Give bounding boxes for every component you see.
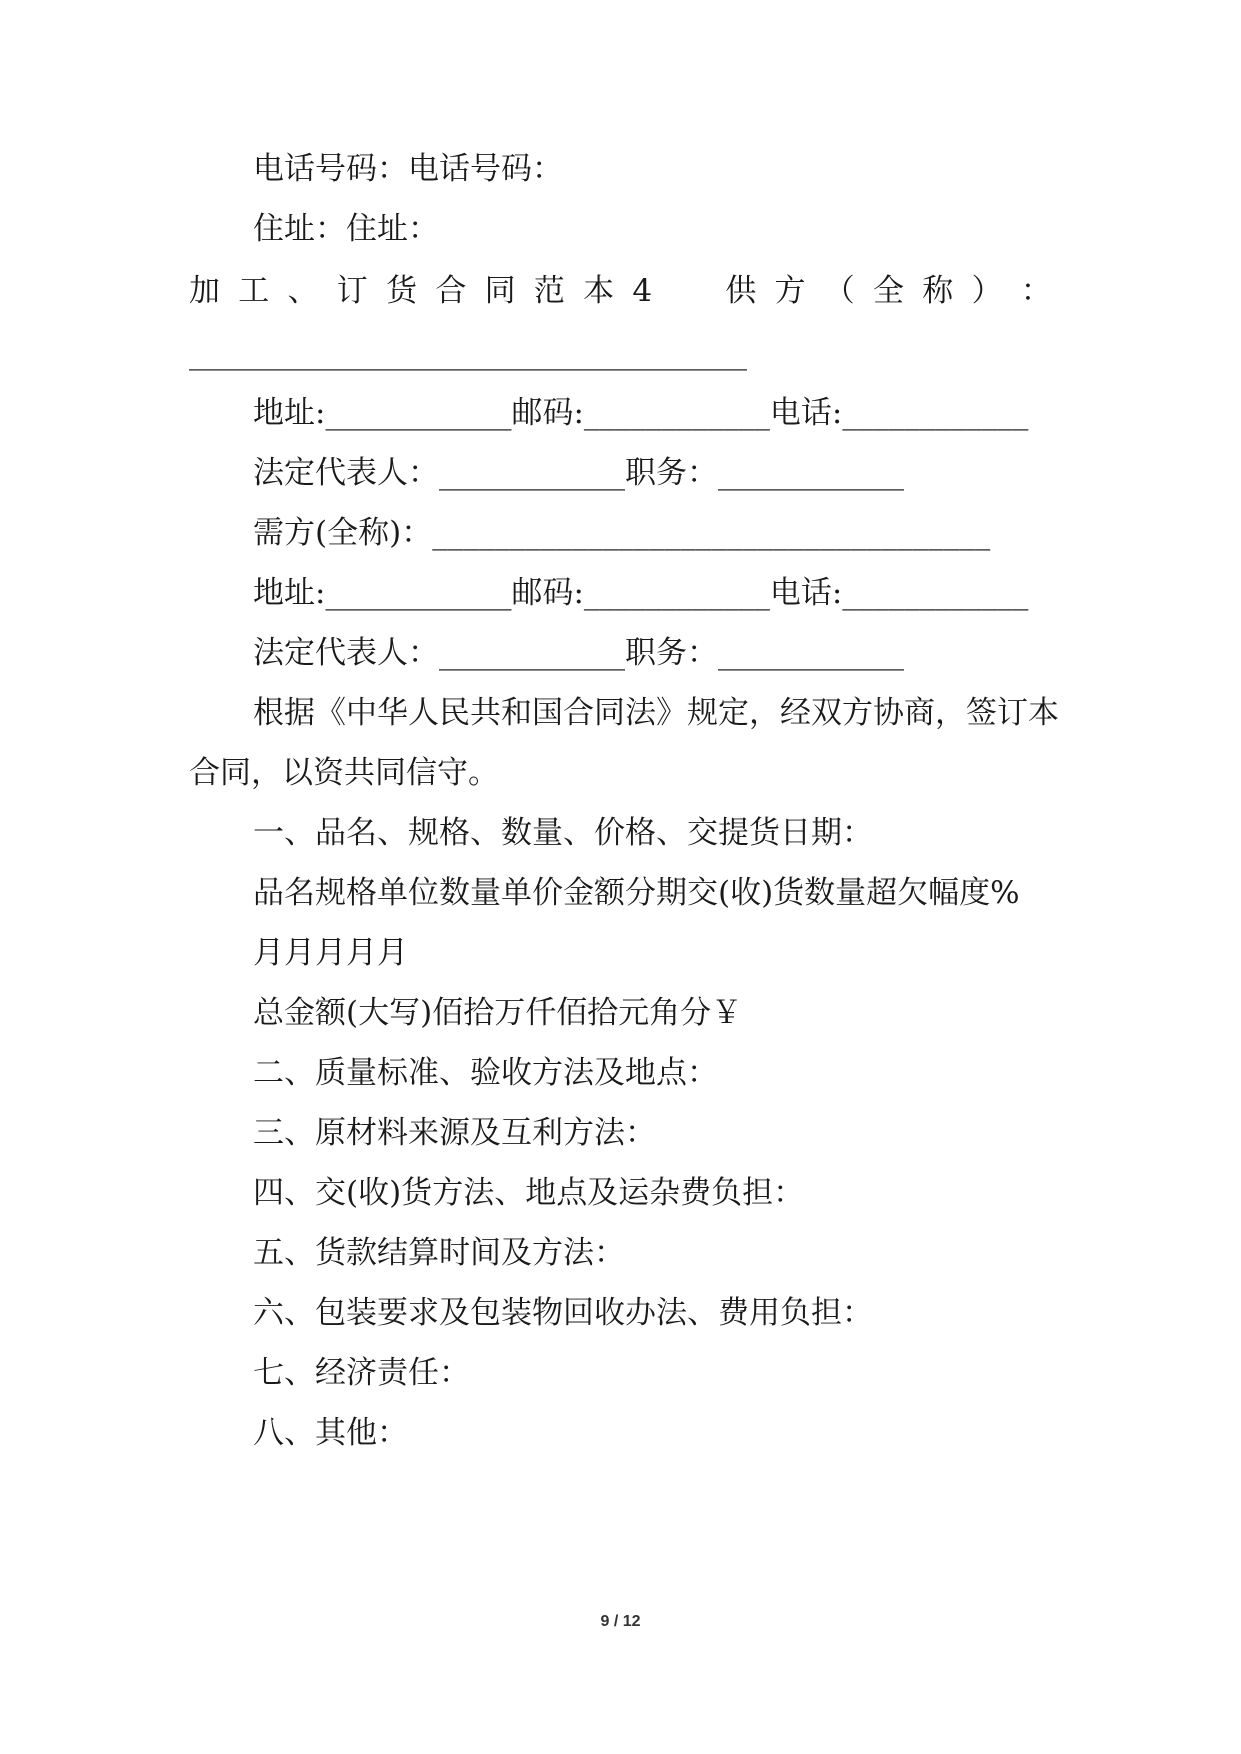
- title-char: ：: [1020, 273, 1052, 309]
- title-char: 供: [725, 273, 757, 309]
- text-line-section-2: 二、质量标准、验收方法及地点：: [253, 1055, 718, 1091]
- title-char: 方: [774, 273, 806, 309]
- title-char: 货: [386, 273, 418, 309]
- text-line-section-3: 三、原材料来源及互利方法：: [253, 1115, 656, 1151]
- title-char: 加: [189, 273, 220, 309]
- text-line-section-8: 八、其他：: [253, 1415, 408, 1451]
- text-line-table-header: 品名规格单位数量单价金额分期交(收)货数量超欠幅度%: [253, 875, 1020, 911]
- text-line-section-4: 四、交(收)货方法、地点及运杂费负担：: [253, 1175, 805, 1211]
- text-line-total: 总金额(大写)佰拾万仟佰拾元角分￥: [253, 995, 743, 1031]
- text-line-supplier-address: 地址:____________邮码:____________电话:____________: [253, 395, 1029, 431]
- text-line-months: 月月月月月: [253, 935, 408, 971]
- text-line-contract-title: [189, 271, 1052, 311]
- title-char: 订: [336, 273, 368, 309]
- title-char: 、: [287, 273, 319, 309]
- text-line-underline: ____________________________________: [189, 335, 747, 371]
- title-char: （: [823, 273, 855, 309]
- text-line-section-1: 一、品名、规格、数量、价格、交提货日期：: [253, 815, 873, 851]
- title-char: 范: [533, 273, 565, 309]
- title-char: 4: [632, 273, 653, 309]
- title-char: 同: [484, 273, 516, 309]
- page-number: 9 / 12: [600, 1613, 641, 1630]
- title-char: 本: [583, 273, 615, 309]
- title-char: 全: [872, 273, 904, 309]
- text-line-preamble: 根据《中华人民共和国合同法》规定，经双方协商，签订本: [253, 695, 1059, 731]
- text-line-preamble-cont: 合同，以资共同信守。: [189, 755, 499, 791]
- text-line-supplier-rep: 法定代表人：____________职务：____________: [253, 455, 904, 491]
- text-line-buyer-name: 需方(全称)：____________________________________: [253, 515, 991, 551]
- title-char: ）: [971, 273, 1003, 309]
- text-line-section-5: 五、货款结算时间及方法：: [253, 1235, 625, 1271]
- text-line-section-7: 七、经济责任：: [253, 1355, 470, 1391]
- text-line-phone: 电话号码：电话号码：: [253, 151, 563, 187]
- title-char: 合: [435, 273, 467, 309]
- title-char: 工: [238, 273, 270, 309]
- text-line-buyer-rep: 法定代表人：____________职务：____________: [253, 635, 904, 671]
- title-char: 称: [922, 273, 954, 309]
- text-line-buyer-address: 地址:____________邮码:____________电话:____________: [253, 575, 1029, 611]
- text-line-section-6: 六、包装要求及包装物回收办法、费用负担：: [253, 1295, 873, 1331]
- text-line-address: 住址：住址：: [253, 211, 439, 247]
